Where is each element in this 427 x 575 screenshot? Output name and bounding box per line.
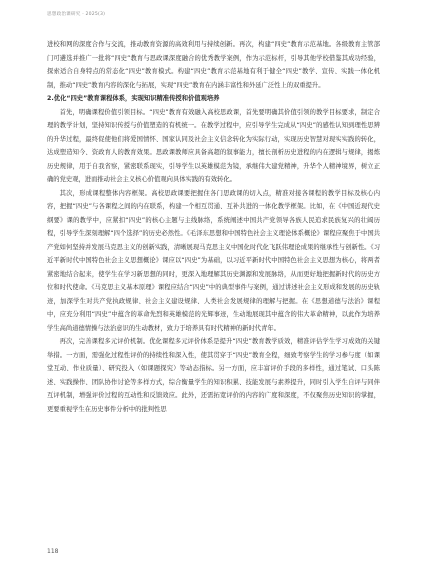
- paragraph: 其次，形成课程整体内容框架。高校思政课要把握住各门思政课的切入点，精准对接各课程的教学目标及核心内容，把握“四史”与各课程之间的内在联系，构建一个相互贯通、互补共进的一体化教学框架。比如，在《中国近现代史纲要》课的教学中，应紧扣“四史”的核心主题与主线脉络，系统阐述中国共产党领导各族人民追求民族复兴的壮阔历程，引导学生深刻理解“四个选择”的历史必然性。《毛泽东思想和中国特色社会主义理论体系概论》课程应聚焦于中国共产党如何坚持并发展马克思主义的创新实践，清晰展现马克思主义中国化时代化飞跃伟理论成果的继承性与创新性。《习近平新时代中国特色社会主义思想概论》课应以“四史”为基础，以习近平新时代中国特色社会主义思想为核心，将两者紧密地结合起来，使学生在学习新思想的同时，更深入地理解其历史渊源和发展脉络，从而更好地把握新时代的历史方位和时代使命。《马克思主义基本原理》课程应结合“四史”中的典型事件与案例，通过讲述社会主义形成和发展的历史轨迹，加深学生对共产党执政规律、社会主义建设规律、人类社会发展规律的理解与把握。在《思想道德与法治》课程中，应充分利用“四史”中蕴含的革命先烈和英雄模范的光辉事迹，生动地展现其中蕴含的伟大革命精神，以此作为培养学生高尚道德情操与法治意识的生动教材，致力于培养具有时代精神的新时代青年。: [47, 189, 380, 332]
- page-number: 118: [47, 548, 59, 555]
- article-body: [47, 38, 380, 416]
- paragraph: 首先，明确课程价值引领目标。“四史”教育有效融入高校思政课，首先要明确其价值引领的教学目标要求，制定合理的教学计划，坚持知识传授与价值塑造的有机统一。在教学过程中，应引导学生完成从“四史”的感性认知到理性思辨的升华过程，最终促使他们将爱国情怀、国家认同及社会主义信念转化为实际行动，实现历史智慧对现实实践的转化，达成塑造知今、资政育人的教育效果。思政课教师应具备高超的叙事能力，擅长剖析历史进程的内在逻辑与规律，揭炼历史规律，用于自我省察，紧密联系现实，引导学生以英雄模范为镜，承继伟大建党精神，升华个人精神境界，树立正确的党史观，进而推动社会主义核心价值观向具体实践的有效转化。: [47, 108, 380, 183]
- paragraph: 再次，完善课程多元评价机制。优化课程多元评价体系是提升“四史”教育教学质效，精准评估学生学习成效的关键举措。一方面，需强化过程性评价的持续性和深入性，使其贯穿于“四史”教育全程，细致考察学生的学习参与度（如课堂互动、作业质量）、研究投入（如课题探究）等动态指标。另一方面，应丰富评价手段的多样性，通过笔试、口头陈述、实践操作、团队协作讨论等多样方式，综合衡量学生的知识积累、技能发展与素养提升，同时引入学生自评与同伴互评机制，增强评价过程的互动性和反馈效应。此外，还需拓宽评价的内容的广度和深度，不仅聚焦历史知识的掌握，更要重视学生在历史事件分析中的批判性思: [47, 338, 380, 413]
- section-heading: 2.优化“四史”教育课程体系，实现知识精准传授和价值观培养: [47, 95, 220, 102]
- paragraph: 进校和网的深度合作与交流，推动教育资源的高效利用与持续创新。再次，构建“四史”教育示范基地。各级教育主管部门可遴选并推广一批将“四史”教育与思政课深度融合的优秀教学案例，作为示范标杆，引导其他学校借鉴其成功经验，探索适合自身特点的常态化“四史”教育模式。构建“四史”教育示范基地有利于健全“四史”教学、宣传、实践一体化机制，推动“四史”教育内容的深化与拓展，实现“四史”教育在内涵丰富性和外延广泛性上的双重提升。: [47, 41, 380, 89]
- journal-running-header: 思想政治课研究 · 2025(3): [47, 12, 106, 17]
